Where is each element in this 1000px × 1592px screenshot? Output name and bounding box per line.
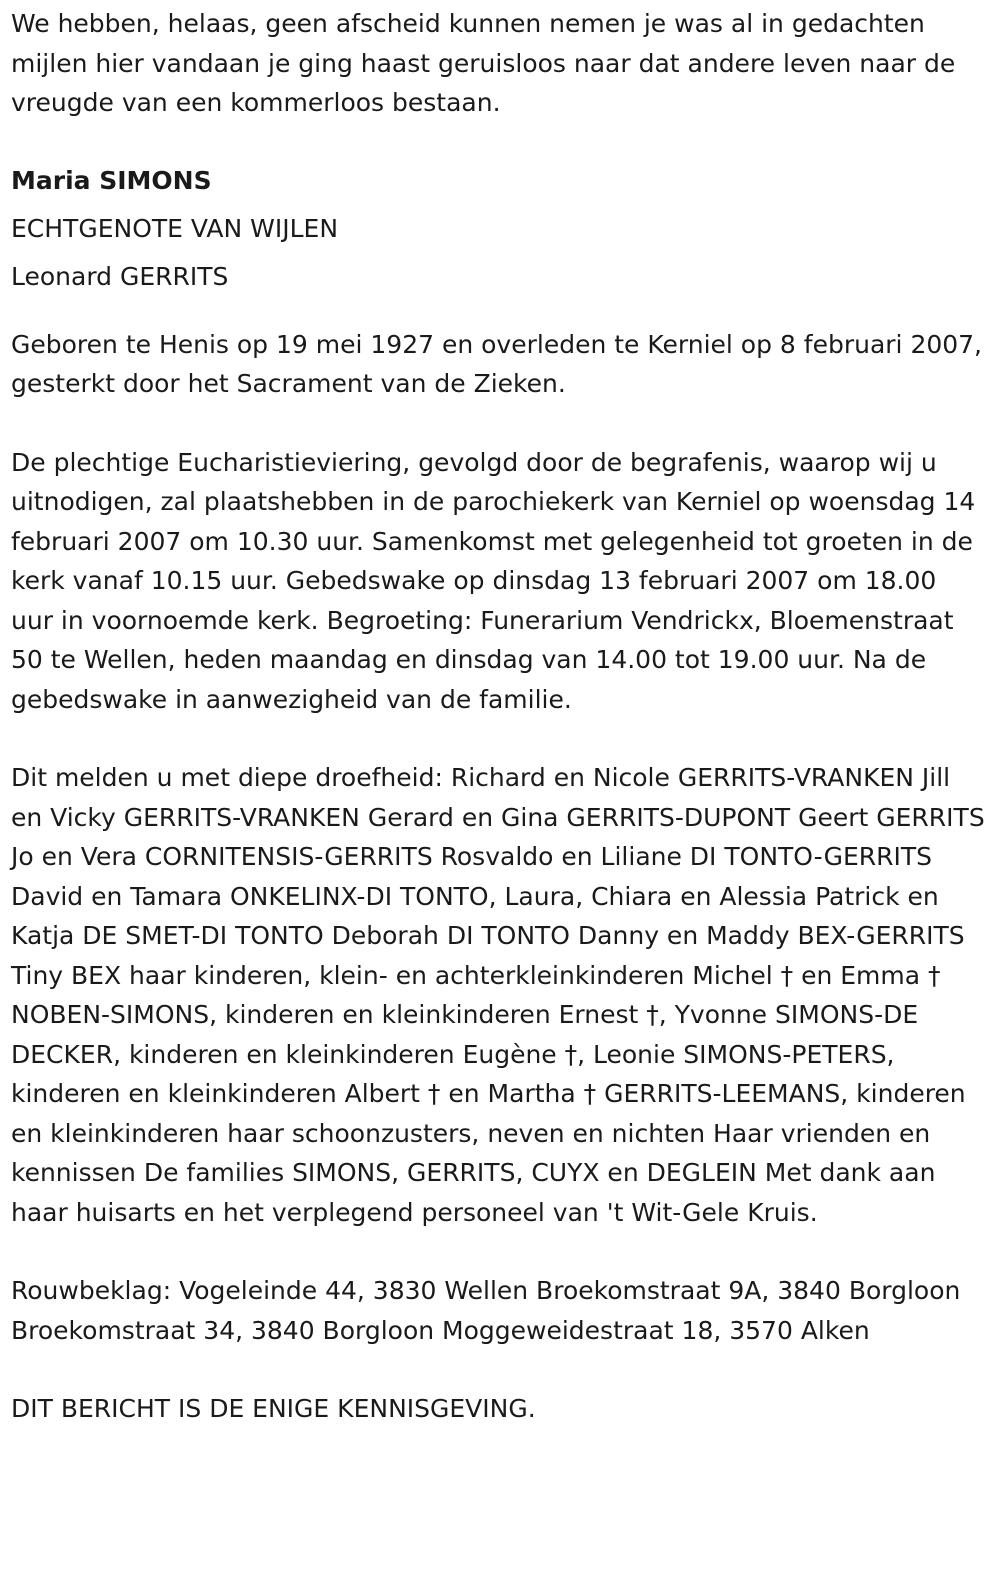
deceased-block bbox=[11, 161, 1000, 305]
deceased-name: Maria SIMONS bbox=[11, 165, 212, 195]
birth-death-paragraph: Geboren te Henis op 19 mei 1927 en overleden te Kerniel op 8 februari 2007, gesterkt door het Sacrament van de Zieken. bbox=[11, 329, 983, 398]
family-paragraph: Dit melden u met diepe droefheid: Richard en Nicole GERRITS-VRANKEN Jill en Vicky GERRITS-VRANKEN Gerard en Gina GERRITS-DUPONT Geert GERRITS Jo en Vera CORNITENSIS-GERRITS Rosvaldo en Liliane DI TONTO-GERRITS David en Tamara ONKELINX-DI TONTO, Laura, Chiara en Alessia Patrick en Katja DE SMET-DI TONTO Deborah DI TONTO Danny en Maddy BEX-GERRITS Tiny BEX haar kinderen, klein- en achterkleinkinderen Michel † en Emma † NOBEN-SIMONS, kinderen en kleinkinderen Ernest †, Yvonne SIMONS-DE DECKER, kinderen en kleinkinderen Eugène †, Leonie SIMONS-PETERS, kinderen en kleinkinderen Albert † en Martha † GERRITS-LEEMANS, kinderen en kleinkinderen haar schoonzusters, neven en nichten Haar vrienden en kennissen De families SIMONS, GERRITS, CUYX en DEGLEIN Met dank aan haar huisarts en het verplegend personeel van 't Wit-Gele Kruis. bbox=[11, 763, 985, 1227]
spouse-name: Leonard GERRITS bbox=[11, 261, 229, 291]
relation-label: ECHTGENOTE VAN WIJLEN bbox=[11, 213, 339, 243]
notice-line: DIT BERICHT IS DE ENIGE KENNISGEVING. bbox=[11, 1394, 536, 1423]
condolence-paragraph: Rouwbeklag: Vogeleinde 44, 3830 Wellen Broekomstraat 9A, 3840 Borgloon Broekomstraat 34, 3840 Borgloon Moggeweidestraat 18, 3570 Alken bbox=[11, 1276, 961, 1345]
intro-verse: We hebben, helaas, geen afscheid kunnen nemen je was al in gedachten mijlen hier vandaan je ging haast geruisloos naar dat andere leven naar de vreugde van een kommerloos bestaan. bbox=[11, 9, 956, 117]
service-paragraph: De plechtige Eucharistieviering, gevolgd door de begrafenis, waarop wij u uitnodigen, zal plaatshebben in de parochiekerk van Kerniel op woensdag 14 februari 2007 om 10.30 uur. Samenkomst met gelegenheid tot groeten in de kerk vanaf 10.15 uur. Gebedswake op dinsdag 13 februari 2007 om 18.00 uur in voornoemde kerk. Begroeting: Funerarium Vendrickx, Bloemenstraat 50 te Wellen, heden maandag en dinsdag van 14.00 tot 19.00 uur. Na de gebedswake in aanwezigheid van de familie. bbox=[11, 447, 976, 714]
